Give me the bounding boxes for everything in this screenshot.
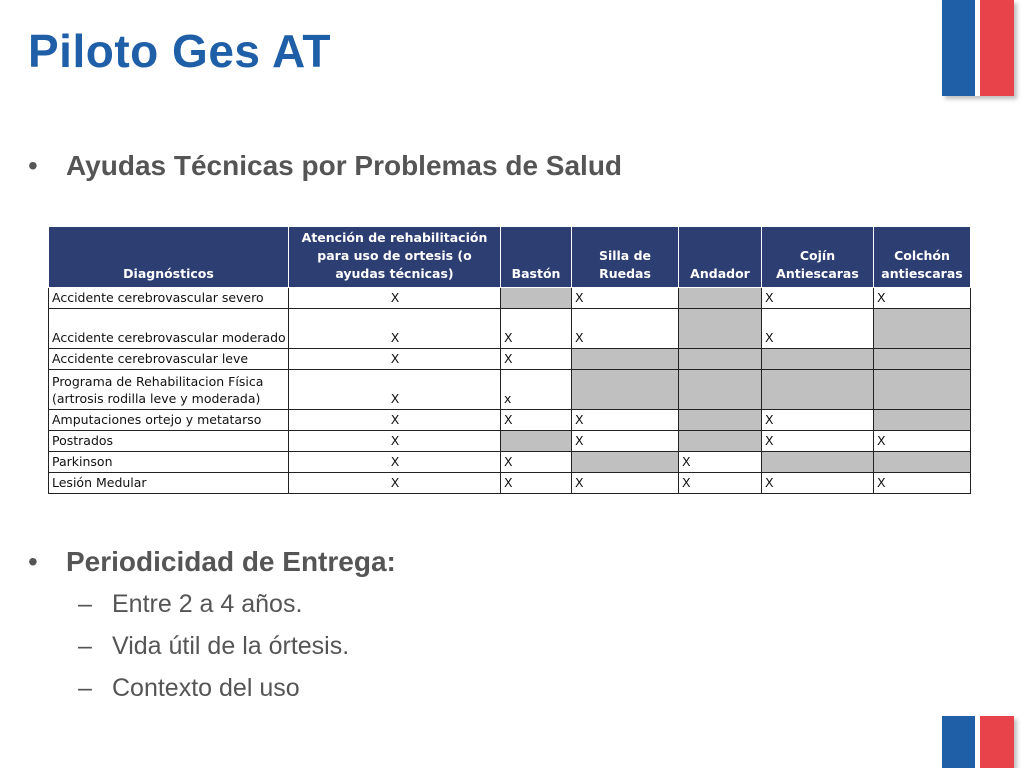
bullet-dot: • xyxy=(28,546,38,577)
header-cojin: Cojín Antiescaras xyxy=(762,227,874,288)
cell-cojin: X xyxy=(762,410,874,431)
diagnosis-cell: Lesión Medular xyxy=(49,473,289,494)
diagnosis-cell: Accidente cerebrovascular leve xyxy=(49,349,289,370)
cell-baston xyxy=(501,288,572,309)
table-row xyxy=(49,349,971,370)
dash-symbol: – xyxy=(78,590,92,618)
ayudas-table-wrapper xyxy=(48,226,970,494)
cell-silla: X xyxy=(572,473,679,494)
table-row xyxy=(49,288,971,309)
slide-title: Piloto Ges AT xyxy=(28,25,331,77)
cell-andador xyxy=(679,431,762,452)
cell-atencion: X xyxy=(289,431,501,452)
flag-red-stripe xyxy=(980,716,1014,768)
cell-colchon: X xyxy=(874,473,971,494)
bullet-periodicidad xyxy=(28,546,396,578)
header-baston: Bastón xyxy=(501,227,572,288)
subitem-text: Vida útil de la órtesis. xyxy=(112,632,350,660)
flag-logo-bottom xyxy=(942,716,1014,768)
cell-silla xyxy=(572,349,679,370)
cell-atencion: X xyxy=(289,370,501,410)
cell-colchon xyxy=(874,370,971,410)
cell-baston xyxy=(501,431,572,452)
table-header-row xyxy=(49,227,971,288)
bullet-text: Periodicidad de Entrega: xyxy=(66,546,396,577)
header-atencion: Atención de rehabilitación para uso de ortesis (o ayudas técnicas) xyxy=(289,227,501,288)
table-row xyxy=(49,410,971,431)
cell-atencion: X xyxy=(289,349,501,370)
diagnosis-cell: Accidente cerebrovascular severo xyxy=(49,288,289,309)
diagnosis-cell: Accidente cerebrovascular moderado xyxy=(49,309,289,349)
dash-symbol: – xyxy=(78,674,92,702)
cell-cojin xyxy=(762,349,874,370)
diagnosis-cell: Programa de Rehabilitacion Física (artrosis rodilla leve y moderada) xyxy=(49,370,289,410)
cell-colchon: X xyxy=(874,431,971,452)
header-silla: Silla de Ruedas xyxy=(572,227,679,288)
cell-atencion: X xyxy=(289,452,501,473)
table-row xyxy=(49,452,971,473)
subitem-contexto xyxy=(78,674,300,703)
cell-atencion: X xyxy=(289,309,501,349)
cell-silla: X xyxy=(572,288,679,309)
cell-baston: X xyxy=(501,452,572,473)
cell-colchon xyxy=(874,452,971,473)
cell-atencion: X xyxy=(289,410,501,431)
diagnosis-cell: Parkinson xyxy=(49,452,289,473)
cell-andador xyxy=(679,410,762,431)
bullet-text: Ayudas Técnicas por Problemas de Salud xyxy=(66,150,623,181)
cell-silla: X xyxy=(572,431,679,452)
diagnosis-cell: Amputaciones ortejo y metatarso xyxy=(49,410,289,431)
flag-logo-top xyxy=(942,0,1014,96)
cell-atencion: X xyxy=(289,288,501,309)
subitem-entre-anos xyxy=(78,590,302,619)
subitem-text: Entre 2 a 4 años. xyxy=(112,590,303,618)
cell-baston: X xyxy=(501,473,572,494)
cell-colchon xyxy=(874,410,971,431)
cell-colchon xyxy=(874,309,971,349)
cell-baston: X xyxy=(501,349,572,370)
flag-blue-stripe xyxy=(942,716,975,768)
cell-cojin: X xyxy=(762,473,874,494)
cell-colchon xyxy=(874,349,971,370)
header-diagnosticos: Diagnósticos xyxy=(49,227,289,288)
table-row xyxy=(49,473,971,494)
cell-silla: X xyxy=(572,309,679,349)
flag-blue-stripe xyxy=(942,0,975,96)
cell-andador xyxy=(679,288,762,309)
table-row xyxy=(49,431,971,452)
cell-andador xyxy=(679,370,762,410)
bullet-dot: • xyxy=(28,150,38,181)
dash-symbol: – xyxy=(78,632,92,660)
cell-atencion: X xyxy=(289,473,501,494)
header-andador: Andador xyxy=(679,227,762,288)
flag-red-stripe xyxy=(980,0,1014,96)
subitem-text: Contexto del uso xyxy=(112,674,300,702)
subitem-vida-util xyxy=(78,632,349,661)
cell-cojin: X xyxy=(762,288,874,309)
cell-andador: X xyxy=(679,473,762,494)
cell-cojin xyxy=(762,370,874,410)
cell-andador: X xyxy=(679,452,762,473)
cell-andador xyxy=(679,349,762,370)
cell-baston: x xyxy=(501,370,572,410)
ayudas-table xyxy=(48,226,971,494)
header-colchon: Colchón antiescaras xyxy=(874,227,971,288)
cell-silla xyxy=(572,370,679,410)
cell-cojin xyxy=(762,452,874,473)
diagnosis-cell: Postrados xyxy=(49,431,289,452)
bullet-ayudas-tecnicas xyxy=(28,150,622,182)
cell-baston: X xyxy=(501,410,572,431)
table-row xyxy=(49,370,971,410)
cell-colchon: X xyxy=(874,288,971,309)
cell-cojin: X xyxy=(762,431,874,452)
cell-baston: X xyxy=(501,309,572,349)
table-row xyxy=(49,309,971,349)
cell-andador xyxy=(679,309,762,349)
cell-silla xyxy=(572,452,679,473)
cell-silla: X xyxy=(572,410,679,431)
cell-cojin: X xyxy=(762,309,874,349)
